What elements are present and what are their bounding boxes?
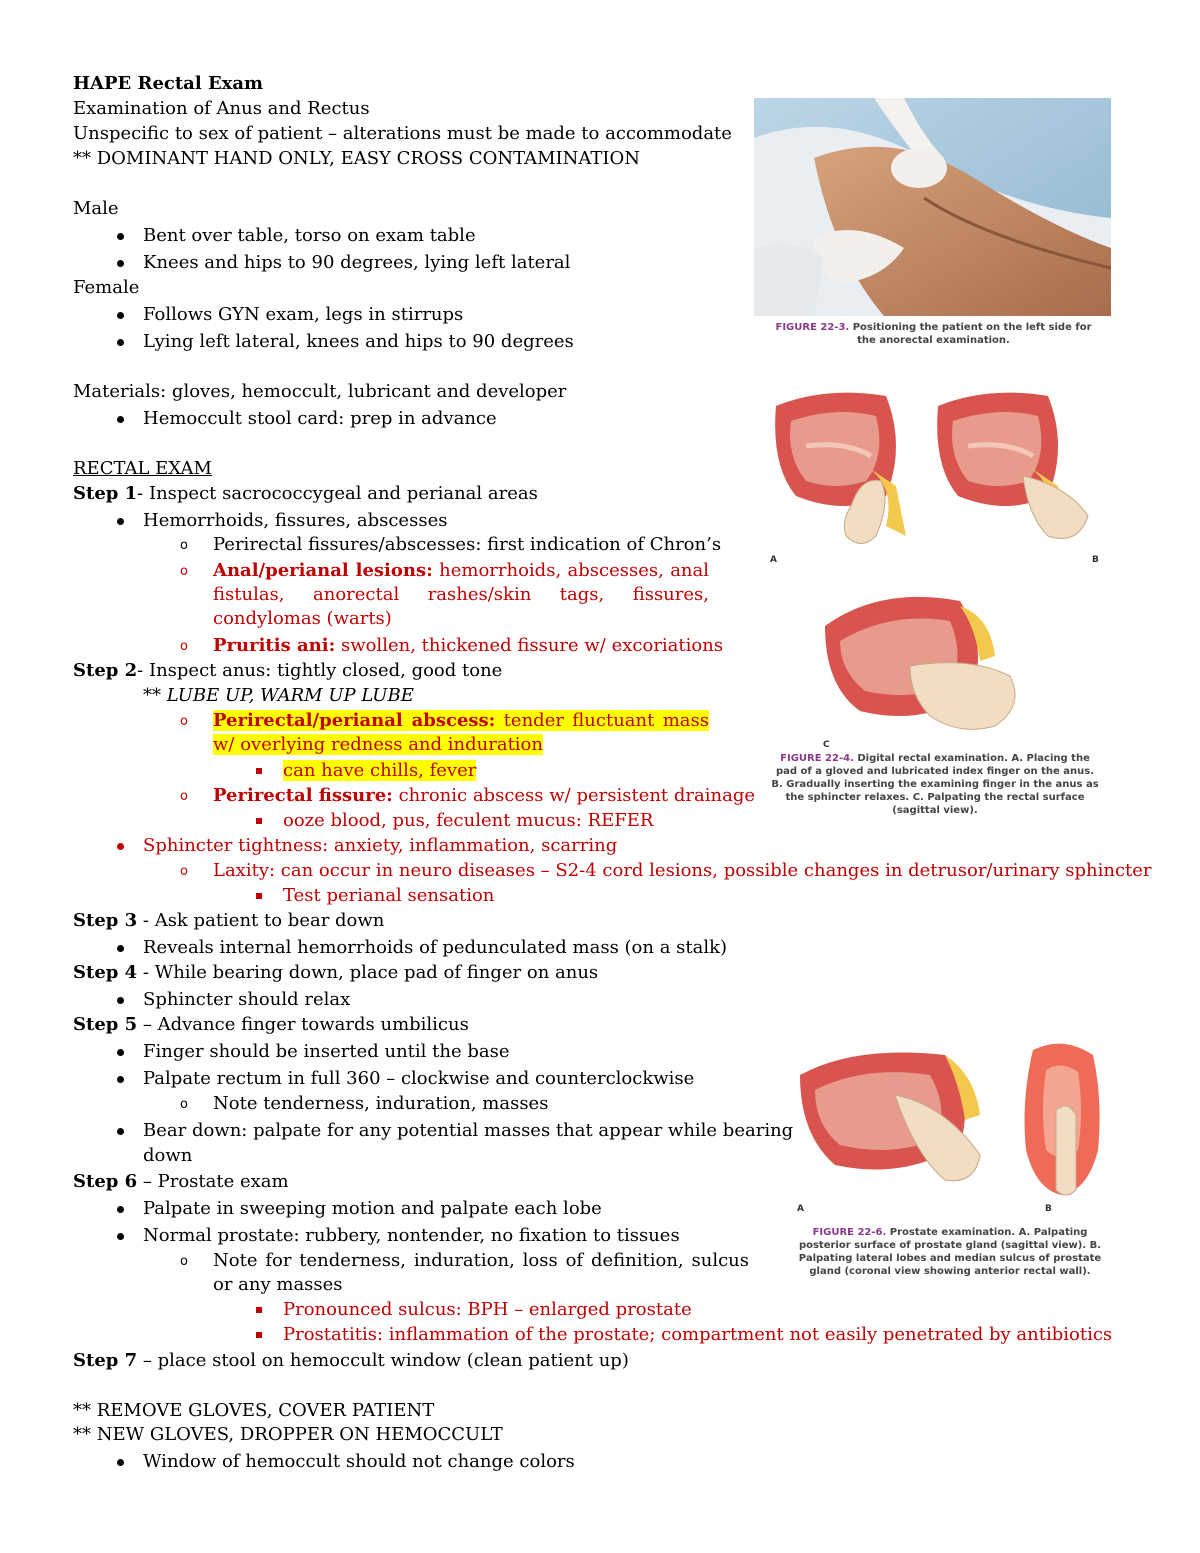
anal-lesions: Anal/perianal lesions: hemorrhoids, abscesses, anal fistulas, anorectal rashes/skin tags, fissures, condylomas (warts): [213, 560, 709, 629]
step-6-item-2-sub: Note for tenderness, induration, loss of definition, sulcus or any masses: [213, 1250, 749, 1295]
figure-22-6-caption: FIGURE 22-6. Prostate examination. A. Palpating posterior surface of prostate gland (sagittal view). B. Palpating lateral lobes and median sulcus of prostate gland (coronal view showing anterior rectal wall).: [798, 1227, 1102, 1277]
laxity: Laxity: can occur in neuro diseases – S2-4 cord lesions, possible changes in detrusor/urinary sphincter: [213, 860, 1152, 881]
perirectal-fissure: Perirectal fissure: chronic abscess w/ persistent drainage: [213, 785, 756, 806]
pruritis-ani: Pruritis ani: swollen, thickened fissure w/ excoriations: [213, 635, 724, 656]
intro-line: Unspecific to sex of patient – alterations must be made to accommodate: [73, 123, 732, 144]
circle-bullet: o: [180, 639, 188, 654]
bullet: [117, 945, 124, 952]
dre-illustration-a: [766, 386, 916, 558]
step-5-item-2: Palpate rectum in full 360 – clockwise and counterclockwise: [143, 1068, 695, 1089]
bullet: [117, 339, 124, 346]
step-4: Step 4 - While bearing down, place pad of finger on anus: [73, 962, 599, 983]
step-1-item: Hemorrhoids, fissures, abscesses: [143, 510, 448, 531]
circle-bullet: o: [180, 564, 188, 579]
lube-note: ** LUBE UP, WARM UP LUBE: [143, 685, 414, 706]
figure-22-4-label-b: B: [1092, 555, 1099, 565]
bullet: [117, 233, 124, 240]
bullet: [117, 1128, 124, 1135]
bullet: [117, 260, 124, 267]
bullet: [117, 416, 124, 423]
circle-bullet: o: [180, 1254, 188, 1269]
rectal-exam-heading: RECTAL EXAM: [73, 458, 212, 479]
bullet: [117, 1459, 124, 1466]
square-bullet: [256, 1332, 262, 1338]
figure-22-6-label-a: A: [797, 1204, 804, 1214]
bullet: [117, 1049, 124, 1056]
step-4-item: Sphincter should relax: [143, 989, 351, 1010]
materials-item: Hemoccult stool card: prep in advance: [143, 408, 497, 429]
male-label: Male: [73, 198, 119, 219]
circle-bullet: o: [180, 789, 188, 804]
male-item-2: Knees and hips to 90 degrees, lying left lateral: [143, 252, 571, 273]
figure-22-4-label-a: A: [770, 555, 777, 565]
figure-22-6-label-b: B: [1045, 1204, 1052, 1214]
bullet: [117, 1076, 124, 1083]
step-6-item-2: Normal prostate: rubbery, nontender, no fixation to tissues: [143, 1225, 680, 1246]
laxity-sub: Test perianal sensation: [283, 885, 495, 906]
footer-line-2: ** NEW GLOVES, DROPPER ON HEMOCCULT: [73, 1424, 503, 1445]
bullet: [117, 843, 124, 850]
female-item-2: Lying left lateral, knees and hips to 90 degrees: [143, 331, 574, 352]
fissure-sub: ooze blood, pus, feculent mucus: REFER: [283, 810, 654, 831]
step-5-item-2-sub: Note tenderness, induration, masses: [213, 1093, 549, 1114]
sphincter-tightness: Sphincter tightness: anxiety, inflammation, scarring: [143, 835, 618, 856]
square-bullet: [256, 1307, 262, 1313]
subtitle: Examination of Anus and Rectus: [73, 98, 370, 119]
abscess-sub: can have chills, fever: [283, 760, 477, 781]
bullet: [117, 1206, 124, 1213]
step-1: Step 1- Inspect sacrococcygeal and perianal areas: [73, 483, 538, 504]
perirectal-abscess: Perirectal/perianal abscess: tender fluctuant mass w/ overlying redness and induration: [213, 710, 709, 755]
bullet: [117, 1233, 124, 1240]
circle-bullet: o: [180, 538, 188, 553]
step-3: Step 3 - Ask patient to bear down: [73, 910, 385, 931]
bullet: [117, 997, 124, 1004]
step-3-item: Reveals internal hemorrhoids of pedunculated mass (on a stalk): [143, 937, 728, 958]
materials-line: Materials: gloves, hemoccult, lubricant and developer: [73, 381, 567, 402]
step-7: Step 7 – place stool on hemoccult window (clean patient up): [73, 1350, 629, 1371]
circle-bullet: o: [180, 864, 188, 879]
footer-line-1: ** REMOVE GLOVES, COVER PATIENT: [73, 1400, 435, 1421]
warning-line: ** DOMINANT HAND ONLY, EASY CROSS CONTAMINATION: [73, 148, 641, 169]
step-1-sub-1: Perirectal fissures/abscesses: first indication of Chron’s: [213, 534, 722, 555]
step-5-item-1: Finger should be inserted until the base: [143, 1041, 510, 1062]
figure-22-4-label-c: C: [823, 740, 830, 750]
page-title: HAPE Rectal Exam: [73, 73, 264, 94]
step-5-item-3: Bear down: palpate for any potential masses that appear while bearing: [143, 1120, 794, 1141]
male-item-1: Bent over table, torso on exam table: [143, 225, 476, 246]
positioning-photo: [754, 98, 1111, 316]
square-bullet: [256, 818, 262, 824]
bullet: [117, 312, 124, 319]
step-6: Step 6 – Prostate exam: [73, 1171, 289, 1192]
dre-illustration-c: [820, 586, 1030, 746]
female-label: Female: [73, 277, 140, 298]
step-2: Step 2- Inspect anus: tightly closed, good tone: [73, 660, 503, 681]
step-5: Step 5 – Advance finger towards umbilicus: [73, 1014, 469, 1035]
square-bullet: [256, 893, 262, 899]
square-bullet: [256, 768, 262, 774]
circle-bullet: o: [180, 1097, 188, 1112]
step-5-item-3-cont: down: [143, 1145, 193, 1166]
figure-22-3-caption: FIGURE 22-3. Positioning the patient on the left side for the anorectal examination.: [775, 322, 1092, 346]
circle-bullet: o: [180, 714, 188, 729]
prostate-illustration-a: [795, 1045, 1005, 1200]
dre-illustration-b: [928, 386, 1096, 558]
pronounced-sulcus: Pronounced sulcus: BPH – enlarged prostate: [283, 1299, 692, 1320]
bullet: [117, 518, 124, 525]
female-item-1: Follows GYN exam, legs in stirrups: [143, 304, 464, 325]
step-6-item-1: Palpate in sweeping motion and palpate each lobe: [143, 1198, 602, 1219]
footer-item: Window of hemoccult should not change colors: [143, 1451, 575, 1472]
prostatitis: Prostatitis: inflammation of the prostate; compartment not easily penetrated by antibiotics: [283, 1324, 1113, 1345]
figure-22-4-caption: FIGURE 22-4. Digital rectal examination. A. Placing the pad of a gloved and lubricated index finger on the anus. B. Gradually inserting the examining finger in the anus as the sphincter relaxes. C. Palpating the rectal surface (sagittal view).: [771, 753, 1099, 816]
prostate-illustration-b: [1018, 1040, 1106, 1202]
